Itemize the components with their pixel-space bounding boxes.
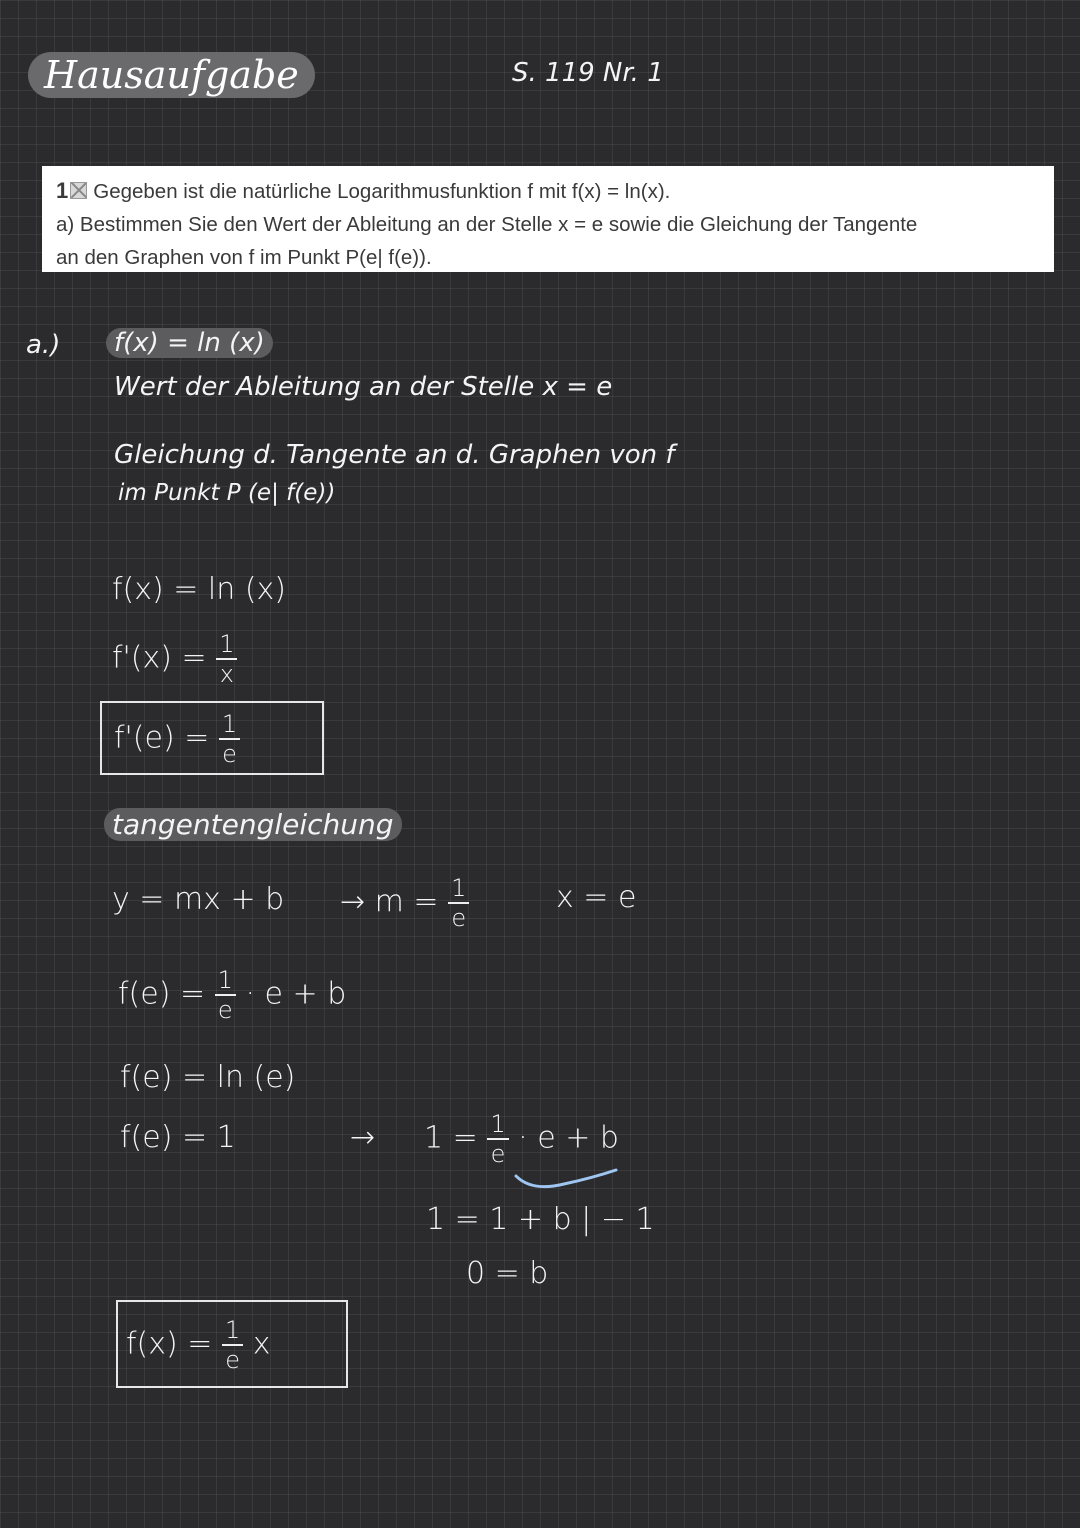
tangent-result-lhs: f(x) = [126, 1326, 213, 1362]
substitution-lhs: f(e) = [118, 976, 206, 1012]
substitution-fraction [215, 968, 236, 1022]
task-box [42, 166, 1054, 272]
implies-arrow: → [350, 1120, 376, 1155]
fe-ln-equation: f(e) = ln (e) [120, 1060, 296, 1095]
tangent-heading: tangentengleichung [104, 808, 402, 841]
page-reference: S. 119 Nr. 1 [512, 58, 664, 88]
fraction-denominator: e [451, 904, 467, 932]
given-function: f(x) = ln (x) [106, 328, 273, 358]
solve-lhs: 1 = [424, 1120, 478, 1156]
derivative-at-e-lhs: f'(e) = [114, 720, 210, 756]
tangent-result [126, 1318, 271, 1372]
solve-step: 1 = 1 + b | − 1 [426, 1202, 655, 1237]
solve-b: 0 = b [466, 1256, 549, 1291]
solve-equation [424, 1112, 619, 1166]
fraction-numerator: 1 [219, 712, 240, 740]
substitution-equation [118, 968, 346, 1022]
task-line-1 [56, 174, 1040, 208]
derivative-function [112, 632, 237, 686]
goal-tangent-2: im Punkt P (e| f(e)) [118, 480, 336, 506]
fraction-numerator: 1 [487, 1112, 508, 1140]
fraction-numerator: 1 [448, 876, 469, 904]
page-title: Hausaufgabe [28, 52, 315, 98]
fraction-denominator: e [225, 1346, 240, 1374]
solve-rhs: · e + b [518, 1120, 619, 1156]
function-definition: f(x) = ln (x) [112, 572, 286, 607]
fe-value: f(e) = 1 [120, 1120, 236, 1155]
fraction-denominator: x [219, 660, 234, 688]
x-value: x = e [556, 880, 637, 915]
tangent-result-rhs: x [252, 1326, 271, 1362]
tangent-result-fraction [222, 1318, 243, 1372]
task-number: 1 [56, 178, 69, 203]
tangent-general-equation: y = mx + b [112, 882, 285, 917]
derivative-at-e [114, 712, 240, 766]
fraction-numerator: 1 [215, 968, 236, 996]
fraction-denominator: e [217, 996, 233, 1024]
goal-tangent-1: Gleichung d. Tangente an d. Graphen von f [114, 440, 675, 470]
task-text-3: an den Graphen von f im Punkt P(e| f(e)). [56, 246, 432, 269]
substitution-rhs: · e + b [245, 976, 347, 1012]
solve-fraction [487, 1112, 508, 1166]
part-label: a.) [26, 330, 61, 360]
derivative-at-e-fraction [219, 712, 240, 766]
cancel-brace-icon [512, 1166, 622, 1196]
checkbox-icon [70, 182, 87, 199]
fraction-numerator: 1 [216, 632, 237, 660]
slope-value [340, 876, 469, 930]
derivative-fraction [216, 632, 237, 686]
task-text-2: a) Bestimmen Sie den Wert der Ableitung an der Stelle x = e sowie die Gleichung der Tangente [56, 213, 918, 236]
fraction-denominator: e [490, 1140, 506, 1168]
slope-lhs: → m = [340, 884, 439, 920]
fraction-numerator: 1 [222, 1318, 243, 1346]
task-text-1: Gegeben ist die natürliche Logarithmusfunktion f mit f(x) = ln(x). [93, 180, 671, 203]
derivative-lhs: f'(x) = [112, 640, 207, 676]
slope-fraction [448, 876, 469, 930]
goal-derivative: Wert der Ableitung an der Stelle x = e [114, 372, 613, 402]
fraction-denominator: e [222, 740, 237, 768]
